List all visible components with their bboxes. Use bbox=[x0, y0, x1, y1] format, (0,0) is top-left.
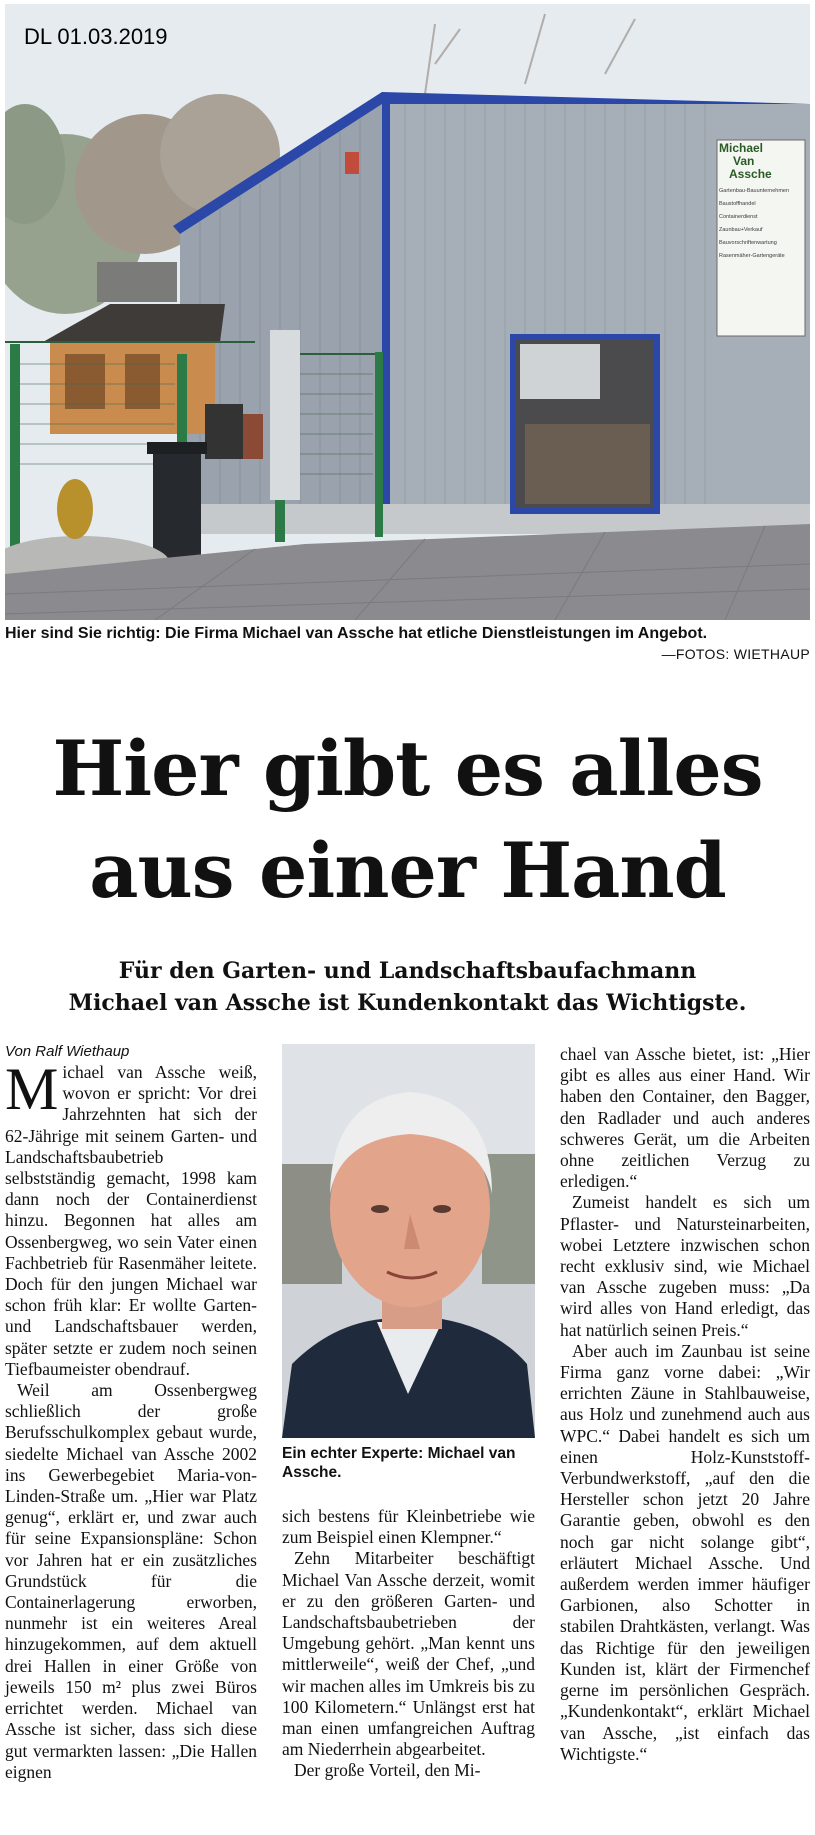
shop-sign-service: Rasenmäher-Gartengeräte bbox=[719, 253, 785, 259]
dateline: DL 01.03.2019 bbox=[24, 24, 168, 49]
article-paragraph: Zumeist handelt es sich um Pflaster- und Natursteinarbeiten, wobei Letztere inzwischen schon recht exklusiv sind, wie Michael van Assche zugeben muss: „Da wird alles von Hand erledigt, das hat natürlich seinen Preis.“ bbox=[560, 1192, 810, 1340]
photo-credit: —FOTOS: WIETHAUP bbox=[661, 646, 810, 662]
subheadline-line2: Michael van Assche ist Kundenkontakt das Wichtigste. bbox=[68, 990, 747, 1016]
subheadline bbox=[0, 955, 815, 1019]
shop-sign-service: Baustoffhandel bbox=[719, 201, 756, 207]
headline-line1: Hier gibt es alles bbox=[52, 724, 763, 813]
shop-sign bbox=[719, 142, 803, 263]
article-paragraph: Michael van Assche weiß, wovon er spricht: Vor drei Jahrzehnten hat sich der 62-Jährige mit seinem Garten- und Landschaftsbaubetrieb selbstständig gemacht, 1998 kam dann noch der Containerdienst hinzu. Begonnen hat alles am Ossenbergweg, wo sein Vater einen Fachbetrieb für Rasenmäher leitete. Doch für den jungen Michael war schon früh klar: Er wollte Garten- und Landschaftsbauer werden, später setzte er zudem noch seinen Tiefbaumeister obendrauf. bbox=[5, 1056, 257, 1379]
shop-sign-service: Gartenbau-Bauunternehmen bbox=[719, 188, 790, 194]
main-photo bbox=[5, 4, 810, 620]
article-column-2 bbox=[282, 1506, 535, 1782]
byline: Von Ralf Wiethaup bbox=[5, 1043, 130, 1060]
subheadline-line1: Für den Garten- und Landschaftsbaufachmann bbox=[118, 958, 697, 984]
article-column-3 bbox=[560, 1044, 810, 1765]
shop-sign-line1: Michael bbox=[719, 141, 764, 155]
shop-sign-service: Zaunbau+Verkauf bbox=[719, 227, 763, 233]
article-paragraph: chael van Assche bietet, ist: „Hier gibt es alles aus einer Hand. Wir haben den Container, den Bagger, den Radlader und auch anderes schweres Gerät, um die Arbeiten ohne zeitlichen Verzug zu erledigen.“ bbox=[560, 1044, 810, 1192]
portrait-photo bbox=[282, 1044, 535, 1438]
photo-caption: Hier sind Sie richtig: Die Firma Michael van Assche hat etliche Dienstleistungen im Angebot. bbox=[5, 625, 708, 642]
article-paragraph: sich bestens für Kleinbetriebe wie zum Beispiel einen Klempner.“ bbox=[282, 1506, 535, 1548]
article-column-1 bbox=[5, 1056, 257, 1783]
shop-sign-line3: Assche bbox=[729, 167, 772, 181]
article-paragraph: Aber auch im Zaunbau ist seine Firma ganz vorne dabei: „Wir errichten Zäune in Stahlbauweise, aus Holz und zunehmend auch aus WPC.“ Dabei handelt es sich um einen Holz-Kunststoff-Verbundwerkstoff, „auf den die Hersteller schon jetzt 20 Jahre Garantie geben, obwohl es den noch gar nicht solange gibt“, erläutert Michael Assche. Und außerdem werden immer häufiger Garbionen, also Schotter in stabilen Drahtkästen, verlangt. Was das Richtige für den jeweiligen Kunden ist, klärt der Firmenchef gerne im persönlichen Gespräch. „Kundenkontakt“, erklärt Michael van Assche, „ist einfach das Wichtigste.“ bbox=[560, 1340, 810, 1764]
article-paragraph: Zehn Mitarbeiter beschäftigt Michael Van Assche derzeit, womit er zu den größeren Garten- und Landschaftsbaubetrieben der Umgebung gehört. „Man kennt uns mittlerweile“, weiß der Chef, „und wir machen alles im Umkreis bis zu 100 Kilometern.“ Unlängst erst hat man einen umfangreichen Auftrag am Niederrhein abgearbeitet. bbox=[282, 1548, 535, 1760]
portrait-caption: Ein echter Experte: Michael van Assche. bbox=[282, 1445, 516, 1481]
dropcap: M bbox=[5, 1056, 59, 1122]
article-paragraph: Der große Vorteil, den Mi- bbox=[294, 1760, 481, 1781]
headline-line2: aus einer Hand bbox=[89, 826, 726, 915]
shop-sign-service: Bauvorschriftenwartung bbox=[719, 240, 777, 246]
article-paragraph: Weil am Ossenbergweg schließlich der große Berufsschulkomplex gebaut wurde, siedelte Michael van Assche 2002 ins Gewerbegebiet Maria-von-Linden-Straße um. „Hier war Platz genug“, erklärt er, und zwar auch für seine Expansionspläne: Schon vor Jahren hat er ein zusätzliches Grundstück für die Containerlagerung erworben, nunmehr ist ein weiteres Areal hinzugekommen, auf dem aktuell drei Hallen in einer Größe von jeweils 150 m² plus zwei Büros errichtet werden. Michael van Assche ist sicher, dass sich diese gut vermarkten lassen: „Die Hallen eignen bbox=[5, 1380, 257, 1782]
headline bbox=[0, 718, 815, 922]
shop-sign-service: Containerdienst bbox=[719, 214, 758, 220]
shop-sign-line2: Van bbox=[733, 154, 755, 168]
